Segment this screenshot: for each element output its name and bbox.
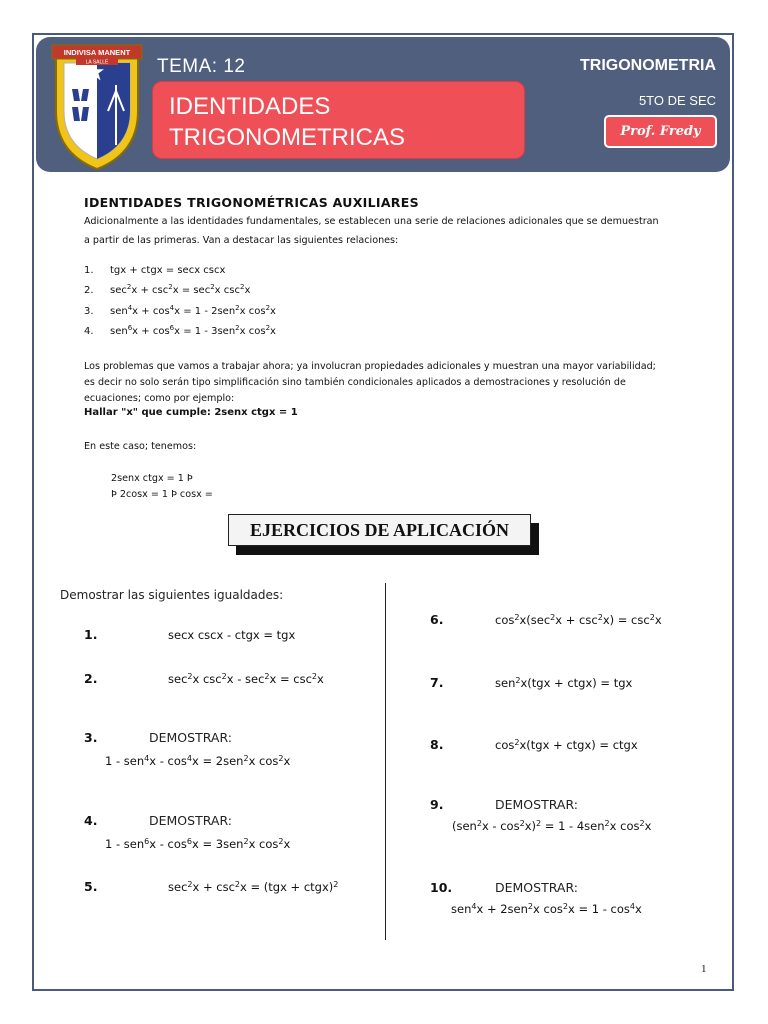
formula-text: x = 1 - 3sen [174,326,236,337]
exponent: 2 [278,754,284,763]
relation-item [84,306,276,317]
formula-text: x [283,837,291,851]
exponent: 4 [629,902,635,911]
crest-subtext: LA SALLE [85,59,109,66]
exponent: 6 [169,324,175,332]
formula-text: cos [495,738,515,752]
formula-text: x [283,754,291,768]
formula-text: x [244,285,251,296]
exponent: 2 [597,613,603,622]
exponent: 2 [527,902,534,911]
formula-text: x = 1 - cos [567,902,630,916]
exponent: 2 [235,304,240,312]
formula-text: x + csc [555,613,598,627]
exponent: 4 [186,754,193,763]
exponent: 6 [144,837,150,846]
tema-label: TEMA: 12 [157,56,246,77]
formula-text: x) [524,819,537,833]
exercise-number: 10. [430,880,453,895]
exercise-number: 6. [430,612,444,627]
formula-text: x(tgx + ctgx) = tgx [520,676,633,690]
exponent: 2 [187,880,193,889]
formula-text: x cos [248,837,279,851]
formula-text: x [654,613,662,627]
formula-text: 1 - sen [105,837,145,851]
formula-text: sec [168,672,188,686]
formula-text: x = 1 - 2sen [174,306,236,317]
exponent: 2 [278,837,284,846]
formula-text: x = 3sen [192,837,244,851]
exercise-expression [168,880,338,894]
exponent: 2 [514,738,520,747]
formula-text: x - cos [149,837,187,851]
relation-number: 4. [84,326,94,337]
exercise-number: 9. [430,797,444,812]
formula-text: x csc [214,285,240,296]
formula-text: x csc [192,672,222,686]
paragraph-line-1: Los problemas que vamos a trabajar ahora; ya involucran propiedades adicionales y muestran una mayor variabilidad; [84,361,656,372]
exponent: 2 [639,819,645,828]
formula-text: (sen [452,819,477,833]
formula-text: x [317,672,324,686]
exponent: 2 [536,819,542,828]
exercise-expression [105,754,290,768]
exponent: 2 [562,902,568,911]
formula-text: sec [110,285,127,296]
exponent: 4 [169,304,175,312]
formula-text: x cos [609,819,640,833]
solution-step-1: 2senx ctgx = 1 Þ [111,473,193,484]
formula-text: x cos [248,754,279,768]
exercise-number: 1. [84,627,98,642]
exponent: 2 [649,613,655,622]
formula-text: x) = csc [602,613,650,627]
title-line-1: IDENTIDADES [169,93,331,120]
formula-text: secx cscx - ctgx = tgx [168,628,296,642]
formula-text: x [635,902,642,916]
formula-text: x = 2sen [192,754,244,768]
exponent: 2 [265,304,271,312]
formula-text: x cos [239,326,266,337]
exponent: 2 [514,613,520,622]
subject-label: TRIGONOMETRIA [580,57,716,74]
formula-text: 1 - sen [105,754,145,768]
formula-text: x + 2sen [476,902,528,916]
relation-item [84,285,250,296]
page-number: 1 [701,963,707,975]
exponent: 2 [333,880,339,889]
exponent: 2 [221,672,227,681]
exponent: 6 [127,324,133,332]
formula-text: = 1 - 4sen [541,819,605,833]
relation-item [84,265,225,276]
formula-text: x [270,326,276,337]
exponent: 2 [239,283,245,291]
exponent: 2 [243,754,249,763]
relation-number: 2. [84,285,94,296]
column-divider [385,583,386,940]
formula-text: x + cos [132,306,170,317]
formula-text: sen [495,676,516,690]
exponent: 2 [235,324,240,332]
exercise-number: 7. [430,675,444,690]
exponent: 2 [519,819,525,828]
exercise-number: 8. [430,737,444,752]
exponent: 4 [471,902,477,911]
exercise-expression [495,676,632,690]
formula-text: sen [451,902,472,916]
paragraph-line-3: ecuaciones; como por ejemplo: [84,393,235,404]
relation-item [84,326,276,337]
exponent: 6 [186,837,193,846]
exercises-banner: EJERCICIOS DE APLICACIÓN [228,514,531,546]
section-title: IDENTIDADES TRIGONOMÉTRICAS AUXILIARES [84,195,419,210]
exponent: 2 [515,676,521,685]
demostrar-label: DEMOSTRAR: [495,797,578,812]
paragraph-line-2: es decir no solo serán tipo simplificación sino también condicionales aplicados a demostraciones y resolución de [84,377,626,388]
exponent: 4 [127,304,133,312]
exponent: 2 [210,283,215,291]
formula-text: x cos [239,306,266,317]
exponent: 2 [264,672,270,681]
exponent: 2 [243,837,249,846]
intro-line-2: a partir de las primeras. Van a destacar las siguientes relaciones: [84,235,399,246]
exponent: 2 [476,819,482,828]
formula-text: x(tgx + ctgx) = ctgx [519,738,638,752]
example-problem: Hallar "x" que cumple: 2senx ctgx = 1 [84,407,298,418]
exercise-number: 4. [84,813,98,828]
solution-step-2: Þ 2cosx = 1 Þ cosx = [111,489,213,500]
formula-text: cos [495,613,515,627]
case-text: En este caso; tenemos: [84,441,197,452]
exponent: 2 [265,324,271,332]
exercise-expression [452,819,651,833]
exponent: 2 [187,672,193,681]
grade-label: 5TO DE SEC [638,93,716,108]
title-line-2: TRIGONOMETRICAS [169,124,406,151]
demostrar-label: DEMOSTRAR: [149,813,232,828]
formula-text: sen [110,326,128,337]
formula-text: sen [110,306,128,317]
exponent: 2 [550,613,556,622]
exercise-expression [451,902,642,916]
exercise-expression [168,628,295,642]
formula-text: x + csc [131,285,169,296]
exponent: 4 [144,754,150,763]
crest-motto: INDIVISA MANENT [63,48,131,57]
formula-text: x + csc [192,880,235,894]
demostrar-label: DEMOSTRAR: [149,730,232,745]
formula-text: x = sec [172,285,211,296]
exponent: 2 [168,283,173,291]
formula-text: x = (tgx + ctgx) [240,880,334,894]
school-crest-logo [50,41,144,173]
exponent: 2 [234,880,241,889]
formula-text: x - sec [226,672,265,686]
teacher-badge: Prof. Fredy [604,115,717,148]
formula-text: x - cos [481,819,520,833]
intro-line-1: Adicionalmente a las identidades fundamentales, se establecen una serie de relaciones adicionales que se demuestran [84,216,659,227]
formula-text: x [644,819,652,833]
formula-text: x(sec [519,613,551,627]
relation-number: 1. [84,265,94,276]
exponent: 2 [126,283,132,291]
formula-text: x [270,306,276,317]
formula-text: tgx + ctgx = secx cscx [110,265,226,276]
formula-text: x cos [533,902,563,916]
exercise-expression [168,672,324,686]
exercise-expression [495,738,638,752]
formula-text: x + cos [132,326,170,337]
formula-text: x - cos [149,754,187,768]
exercise-number: 5. [84,879,98,894]
demostrar-label: DEMOSTRAR: [495,880,578,895]
formula-text: x = csc [269,672,312,686]
exercise-number: 2. [84,671,98,686]
exercise-expression [105,837,290,851]
formula-text: sec [168,880,188,894]
exponent: 2 [604,819,610,828]
exercise-number: 3. [84,730,98,745]
exercise-expression [495,613,662,627]
exponent: 2 [311,672,318,681]
title-box [152,81,525,159]
relation-number: 3. [84,306,94,317]
exercises-intro: Demostrar las siguientes igualdades: [60,588,284,602]
